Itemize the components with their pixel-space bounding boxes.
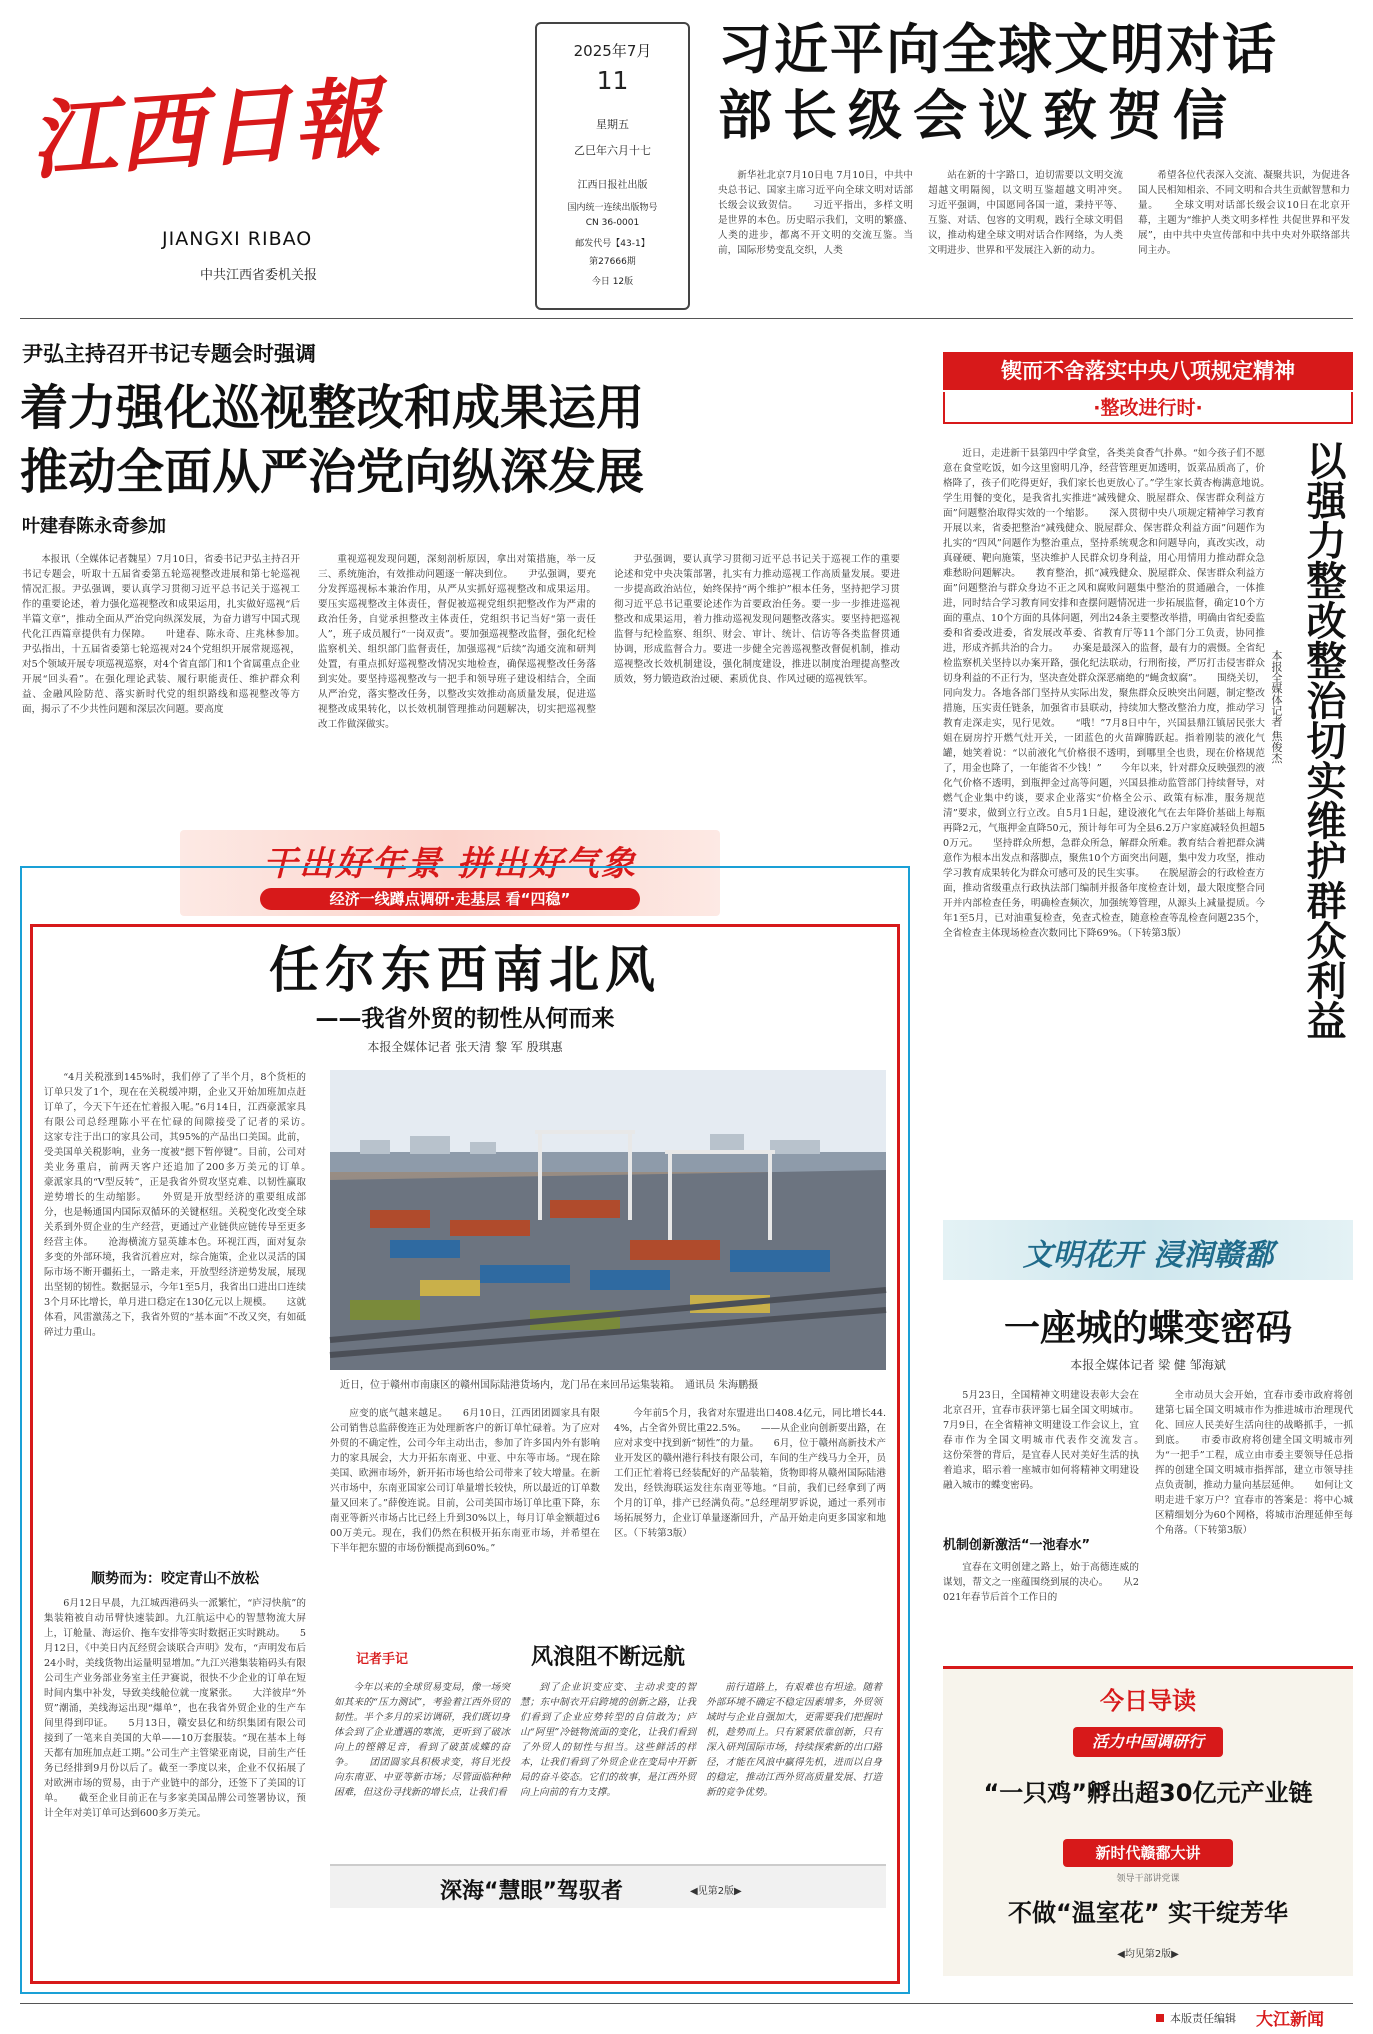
lead-col2: 重视巡视发现问题，深刻剖析原因，拿出对策措施，举一反三、系统施治，有效推动问题逐一解决到位。 尹弘强调，要充分发挥巡视标本兼治作用，从严从实抓好巡视整改和成果运用。要压实巡视整改主体责任，督促被巡视党组织把整改作为严肃的政治任务，自觉承担整改主体责任，党组织书记当好“第一责任人”，班子成员履行“一岗双责”。要加强巡视整改监督，强化纪检监察机关、组织部门监督责任，加强巡视“后续”沟通交流和研判处置，有重点抓好巡视整改情况实地检查，确保巡视整改任务落到实处。要坚持巡视整改与一把手和领导班子建设相结合，全面从严治党，落实整改任务，以整改实效推动高质量发展，促进巡视整改成果转化，以长效机制管理推动问题解决，切实把巡视整改工作做深做实。 — [318, 554, 596, 730]
lead-col3: 尹弘强调，要认真学习贯彻习近平总书记关于巡视工作的重要论述和党中央决策部署，扎实有力推动巡视工作高质量发展。要进一步提高政治站位，始终保持“两个维护”根本任务，坚持把学习贯彻习近平总书记重要论述作为首要政治任务。要一步一步推进巡视整改和成果运用，着力推动巡视发现问题整改落实。要坚持把巡视监督与纪检监察、组织、财会、审计、统计、信访等各类监督贯通协调，形成监督合力。要进一步健全完善巡视整改督促机制，推动巡视整改长效机制建设，强化制度建设，推进以制度治理提高整改质效，努力锻造政治过硬、素质优良、作风过硬的巡视铁军。 — [614, 554, 900, 685]
side-banner-title: 锲而不舍落实中央八项规定精神 — [943, 352, 1353, 390]
civilization-banner-text: 文明花开 浸润赣鄱 — [1022, 1238, 1274, 1273]
promo-ref: ◀见第2版▶ — [690, 1886, 742, 1897]
feature-col2: 应变的底气越来越足。 6月10日，江西团团圆家具有限公司销售总监薛俊连正为处理新客户的新订单忙碌着。为了应对外贸的不确定性，公司今年主动出击，参加了许多国内外有影响力的家具展会，大力开拓东南亚、中亚、中东等市场。“现在除美国、欧洲市场外，新开拓市场也给公司带来了较大增量。在新兴市场中，东南亚国家公司订单量增长较快，所以最近的订单数量又回来了。”薛俊连说。目前，公司美国市场订单比重下降，东南亚等新兴市场占比已经上升到30%以上，每月订单金额超过600万美元。现在，我们仍然在积极开拓东南亚市场，并希望在下半年把东盟的市场份额提高到60%。” — [330, 1408, 600, 1554]
photo-caption: 近日，位于赣州市南康区的赣州国际陆港货场内，龙门吊在来回吊运集装箱。 通讯员 朱海鹏摄 — [340, 1380, 759, 1391]
date-lunar: 乙巳年六月十七 — [574, 144, 651, 157]
promo-bar[interactable] — [330, 1864, 886, 1908]
side-banner-sub: ·整改进行时· — [943, 392, 1353, 424]
feature-subheadline: ——我省外贸的韧性从何而来 — [315, 1006, 615, 1032]
notes-label: 记者手记 — [356, 1652, 409, 1667]
guide-item-2[interactable]: 不做“温室花” 实干绽芳华 — [1008, 1899, 1288, 1927]
feature-byline: 本报全媒体记者 张天清 黎 军 殷琪惠 — [367, 1040, 563, 1054]
civilization-col1: 5月23日，全国精神文明建设表彰大会在北京召开，宜春市获评第七届全国文明城市。7月9日，在全省精神文明建设工作会议上，宜春市作为全国文明城市代表作交流发言。 这份荣誉的背后，是宜春人民对美好生活的执着追求，昭示着一座城市如何将精神文明建设融入城市的蝶变密码。 — [943, 1390, 1159, 1491]
notes-title: 风浪阻不断远航 — [530, 1645, 685, 1670]
footer-editor: 本版责任编辑 — [1170, 2012, 1236, 2025]
masthead-subtitle: 中共江西省委机关报 — [200, 268, 318, 283]
civilization-col1b: 宜春在文明创建之路上，始于高德连威的谋划，帮文之一座蕴围绕到展的决心。 从2021年春节后首个工作日的 — [943, 1562, 1139, 1603]
notes-col2: 到了企业识变应变、主动求变的智慧；东中制衣开启跨境的创新之路，让我们看到了企业应势转型的自信敢为；庐山“阿里”冷链物流面的变化，让我们看到了外贸人的韧性与担当。这些鲜活的样本，让我们看到了外贸企业在变局中开新局的奋斗姿态。它们的故事，是江西外贸向上向前的有力支撑。 — [520, 1682, 696, 1798]
civilization-banner — [943, 1220, 1353, 1280]
date-cn: CN 36-0001 — [585, 218, 640, 228]
masthead — [20, 20, 530, 290]
footer-marker — [1156, 2014, 1164, 2022]
lead-headline-2: 推动全面从严治党向纵深发展 — [20, 444, 645, 500]
side-body: 近日，走进新干县第四中学食堂，各类美食香气扑鼻。“如今孩子们不愿意在食堂吃饭，如今这里窗明几净，经营管理更加透明，饭菜品质高了，价格降了，孩子们吃得更好，我们家长也更放心了。”学生家长黄杏梅满意地说。 学生用餐的变化，是我省扎实推进“减残健众、脱屋群众、保害群众利益方面”问题整治取得实效的一个缩影。 深入贯彻中央八项规定精神学习教育开展以来，省委把整治“减残健众、脱屋群众、保害群众利益方面”问题作为扎实的“四风”问题作为整治重点，坚持系统观念和问题导向，真改实改，动真碰硬、靶向施策，坚决维护人民群众切身利益，用心用情用力推动群众急难愁盼问题解决。 教育整治，抓“减残健众、脱屋群众、保害群众利益方面”问题整治与群众身边不正之风和腐败问题集中整治的贯通融合，一体推进，同时结合学习教育同安排和查摆问题情况进一步拓展监督，确定10个方面的重点、10个方面的具体问题，列出24条主要整改举措，明确由省纪委监委和省委改进委，省发展改革委、省教育厅等11个部门分工负责，协同推进，形成齐抓共治的合力。 办案是最深入的监督，最有力的震慑。全省纪检监察机关坚持以办案开路，强化纪法联动，行刑衔接，严厉打击侵害群众切身利益的不正行为，坚决查处群众深恶痛绝的“蝇贪蚁腐”。 围绕关切，同向发力。各地各部门坚持从实际出发，聚焦群众反映突出问题，制定整改措施，压实责任链条，加强省市县联动，持续加大整改整治力度，推动学习教育走深走实，见行见效。 “哦！”7月8日中午，兴国县鼎江镇居民张大姐在厨房拧开燃气灶开关，一团蓝色的火苗蹿腾跃起。指着刚装的液化气罐，她笑着说：“以前液化气价格很不透明，到哪里全也贵，现在价格规范了，用金也降了，一年能省不少钱！” 今年以来，针对群众反映强烈的液化气价格不透明，到瓶押金过高等问题，兴国县推动监管部门持续督导，对燃气企业集中约谈，要求企业落实“价格全公示、政策有标准，服务规范清”要求，做到立行立改。自5月1日起，建设液化气在去年降价基础上每瓶再降2元，气瓶押金直降50元，预计每年可为全县6.2万户家庭减轻负担超50万元。 坚持群众所想，急群众所急，解群众所难。教育结合着把群众满意作为根本出发点和落脚点，聚焦10个方面突出问题，集中发力攻坚，推动学习教育成果转化为群众可感可及的民生实事。 在脱屋游会的行政检查方面，推动省级重点行政执法部门编制并报备年度检查计划，最大限度整合同开并内部检查任务，明确检查频次，加强统筹管理，从源头上减量提质。今年1至5月，已对油重复检查，免查式检查，随意检查等乱检查问题235个，全省检查主体现场检查次数同比下降69%。（下转第3版） — [943, 448, 1285, 939]
civilization-byline: 本报全媒体记者 梁 健 邹海斌 — [1070, 1358, 1226, 1372]
date-issue: 第27666期 — [589, 257, 636, 267]
feature-col1b: 6月12日早晨，九江城西港码头一派繁忙，“庐浔快航”的集装箱被自动吊臂快速装卸。九江航运中心的智慧物流大屏上，订舱量、海运价、拖车安排等实时数据正实时跳动。 5月12日，《中美日内瓦经贸会谈联合声明》发布，“声明发布后24小时，美线货物出运量明显增加。”九江兴港集装箱码头有限公司生产业务部业务室主任尹赛说，很快不少企业的订单在短时间内集中补发，导致美线舱位就一度紧张。 大洋彼岸“外贸”潮涌，美线海运出现“爆单”，也在我省外贸企业的生产车间里得到印证。 5月13日，赣安县亿和纺织集团有限公司接到了一笔来自美国的大单——10万套服装。“现在基本上每天都有加班加点赶工期。”公司生产主管梁亚南说，目前生产任务已经排到9月份以后了。截至一季度以来，企业不仅拓展了对欧洲市场的贸易，由于产业链中的部分，还签下了美国的订单。 截至企业目前正在与多家美国品牌公司签署协议，预计全年对美订单可达到600多万美元。 — [44, 1598, 306, 1819]
feature-col1: “4月关税涨到145%时，我们停了了半个月，8个货柜的订单只发了1个，现在在关税缓冲期，企业又开始加班加点赶订单了，今天下午还在忙着报入呢。”6月14日，江西豪派家具有限公司总经理陈小平在忙碌的间隙接受了记者的采访。 这家专注于出口的家具公司，其95%的产品出口美国。此前，受美国单关税影响，业务一度被“摁下暂停键”。目前，公司对美业务重启，前两天客户还追加了200多万美元的订单。 豪派家具的“V型反转”，正是我省外贸攻坚克难、以韧性赢取逆势增长的生动缩影。 外贸是开放型经济的重要组成部分，也是畅通国内国际双循环的关键枢纽。关税变化改变全球关系到外贸企业的生产经营，更通过产业链供应链传导至更多经营主体。 沧海横流方显英雄本色。环视江西，面对复杂多变的外部环境，我省沉着应对，综合施策，企业以灵活的国际市场不断开疆拓土，一路走来，开放型经济逆势发展，展现出坚韧的韧性。数据显示，今年1至5月，我省出口进出口连续3个月环比增长，单月进口稳定在130亿元以上规模。 这就体看，风雷激荡之下，我省外贸的“基本面”不改又突，有如砥碎过力重山。 — [44, 1072, 326, 1338]
guide-badge-2: 新时代赣鄱大讲 — [1063, 1839, 1233, 1867]
top-headline-2: 部长级会议致贺信 — [718, 84, 1238, 147]
date-pages: 今日 12版 — [591, 277, 634, 287]
side-byline: 本报全媒体记者 焦俊杰 — [1270, 650, 1283, 764]
footer-brand: 大江新闻 — [1256, 2010, 1324, 2030]
civilization-col2: 全市动员大会开始，宜春市委市政府将创建第七届全国文明城市作为推进城市治理现代化、回应人民美好生活向往的战略抓手，一抓到底。 市委市政府将创建全国文明城市列为“一把手”工程，成立由市委主要领导任总指挥的创建全国文明城市指挥部，建立市领导挂点负责制，推动力量向基层延伸。 如何让文明走进千家万户？宜春市的答案是：将中心城区精细划分为60个网格，将城市治理延伸至每个角落。（下转第3版） — [1155, 1390, 1353, 1536]
guide-badge-2-sub: 领导干部讲党课 — [1116, 1874, 1180, 1884]
economy-banner-sub: 经济一线蹲点调研·走基层 看“四稳” — [260, 888, 640, 910]
feature-col1-subhead: 顺势而为：咬定青山不放松 — [91, 1571, 259, 1587]
guide-item-1[interactable]: “一只鸡”孵出超30亿元产业链 — [983, 1779, 1313, 1807]
date-postal: 邮发代号【43-1】 — [575, 239, 650, 249]
top-story-col3: 希望各位代表深入交流、凝聚共识，为促进各国人民相知相亲、不同文明和合共生贡献智慧和力量。 全球文明对话部长级会议10日在北京开幕，主题为“维护人类文明多样性 共促世界和平发展”，由中共中央宣传部和中共中央对外联络部共同主办。 — [1138, 170, 1350, 256]
footer-rule — [20, 2003, 1353, 2004]
port-photo — [330, 1070, 886, 1370]
feature-col3: 今年前5个月，我省对东盟进出口408.4亿元，同比增长44.4%，占全省外贸比重22.5%。 ——从企业向创新要出路，在应对求变中找到新“韧性”的力量。 6月，位于赣州高新技术产业开发区的赣州港行科技有限公司，车间的生产线马力全开，员工们正忙着将已经装配好的产品装箱，货物即将从赣州国际陆港发出，经铁海联运发往东南亚等地。“目前，我们已经拿到了两个月的订单，排产已经满负荷。”总经理胡罗诉说，通过一系列市场拓展努力，企业订单量逐渐回升，产品开始走向更多国家和地区。（下转第3版） — [614, 1408, 886, 1539]
lead-kicker: 尹弘主持召开书记专题会时强调 — [22, 342, 316, 366]
economy-banner-title: 干出好年景 拼出好气象 — [263, 844, 637, 884]
civilization-subhead: 机制创新激活“一池春水” — [943, 1538, 1091, 1553]
side-vertical-headline: 以强力整改整治切实维护群众利益 — [1300, 440, 1346, 1040]
date-weekday: 星期五 — [596, 118, 629, 131]
masthead-title: 江西日報 — [26, 66, 386, 193]
feature-headline: 任尔东西南北风 — [269, 941, 661, 999]
masthead-divider — [20, 318, 1353, 319]
lead-col1: 本报讯（全媒体记者魏星）7月10日，省委书记尹弘主持召开书记专题会，听取十五届省委第五轮巡视整改进展和第七轮巡视情况汇报。尹弘强调，要认真学习贯彻习近平总书记关于巡视工作的重要论述，着力强化巡视整改和成果运用，扎实做好巡视“后半篇文章”，推动全面从严治党向纵深发展，为奋力谱写中国式现代化江西篇章提供有力保障。 叶建春、陈永奇、庄兆林参加。 尹弘指出，十五届省委第七轮巡视对24个党组织开展常规巡视，对5个领域开展专项巡视巡察，对4个省直部门和1个省属重点企业开展“回头看”。在强化理论武装、履行职能责任、维护群众利益、金融风险防范、落实新时代党的组织路线和巡视整改等方面，揭示了不少共性问题和深层次问题。要高度 — [22, 554, 320, 715]
date-day: 11 — [596, 66, 629, 95]
top-headline-1: 习近平向全球文明对话 — [718, 18, 1278, 81]
lead-attendees: 叶建春陈永奇参加 — [22, 516, 166, 537]
promo-title: 深海“慧眼”驾驭者 — [440, 1879, 623, 1904]
guide-box — [943, 1666, 1353, 1976]
notes-box — [330, 1634, 886, 1934]
date-issn-label: 国内统一连续出版物号 — [567, 203, 658, 213]
notes-col3: 前行道路上，有艰难也有坦途。随着外部环境不确定不稳定因素增多，外贸领域时与企业自强加大，更需要我们把握时机，趁势而上。只有紧紧依靠创新，只有深入研判国际市场，持续探索新的出口路径，才能在风浪中赢得先机，进而以自身的稳定，推动江西外贸高质量发展、打造新的竞争优势。 — [706, 1682, 882, 1798]
date-publisher: 江西日报社出版 — [577, 180, 648, 191]
top-story-col1: 新华社北京7月10日电 7月10日，中共中央总书记、国家主席习近平向全球文明对话部长级会议致贺信。 习近平指出，多样文明是世界的本色。历史昭示我们，文明的繁盛、人类的进步，都离不开文明的交流互鉴。当前，国际形势变乱交织，人类 — [718, 170, 913, 256]
date-box — [535, 22, 690, 310]
date-year-month: 2025年7月 — [573, 42, 652, 60]
port-photo-art — [330, 1070, 886, 1370]
lead-headline-1: 着力强化巡视整改和成果运用 — [20, 380, 645, 436]
guide-ref: ◀均见第2版▶ — [1117, 1949, 1179, 1960]
civilization-headline: 一座城的蝶变密码 — [1003, 1308, 1292, 1349]
guide-badge-1: 活力中国调研行 — [1073, 1727, 1223, 1757]
masthead-pinyin: JIANGXI RIBAO — [162, 228, 313, 250]
guide-title: 今日导读 — [1100, 1687, 1196, 1715]
notes-col1: 今年以来的全球贸易变局，像一场突如其来的“压力测试”，考验着江西外贸的韧性。半个多月的采访调研，我们既切身体会到了企业遭遇的寒流，更听到了破冰向上的铿锵足音，看到了破茧成蝶的奋争。 团团圆家具积极求变，将目光投向东南亚、中亚等新市场；尽管面临种种困难，但这份寻找新的增长点，让我们看 — [334, 1682, 510, 1798]
top-story-col2: 站在新的十字路口，迫切需要以文明交流超越文明隔阂，以文明互鉴超越文明冲突。 习近平强调，中国愿同各国一道，秉持平等、互鉴、对话、包容的文明观，践行全球文明倡议，推动构建全球文明对话合作网络，为人类文明进步、世界和平发展注入新的动力。 — [928, 170, 1143, 256]
